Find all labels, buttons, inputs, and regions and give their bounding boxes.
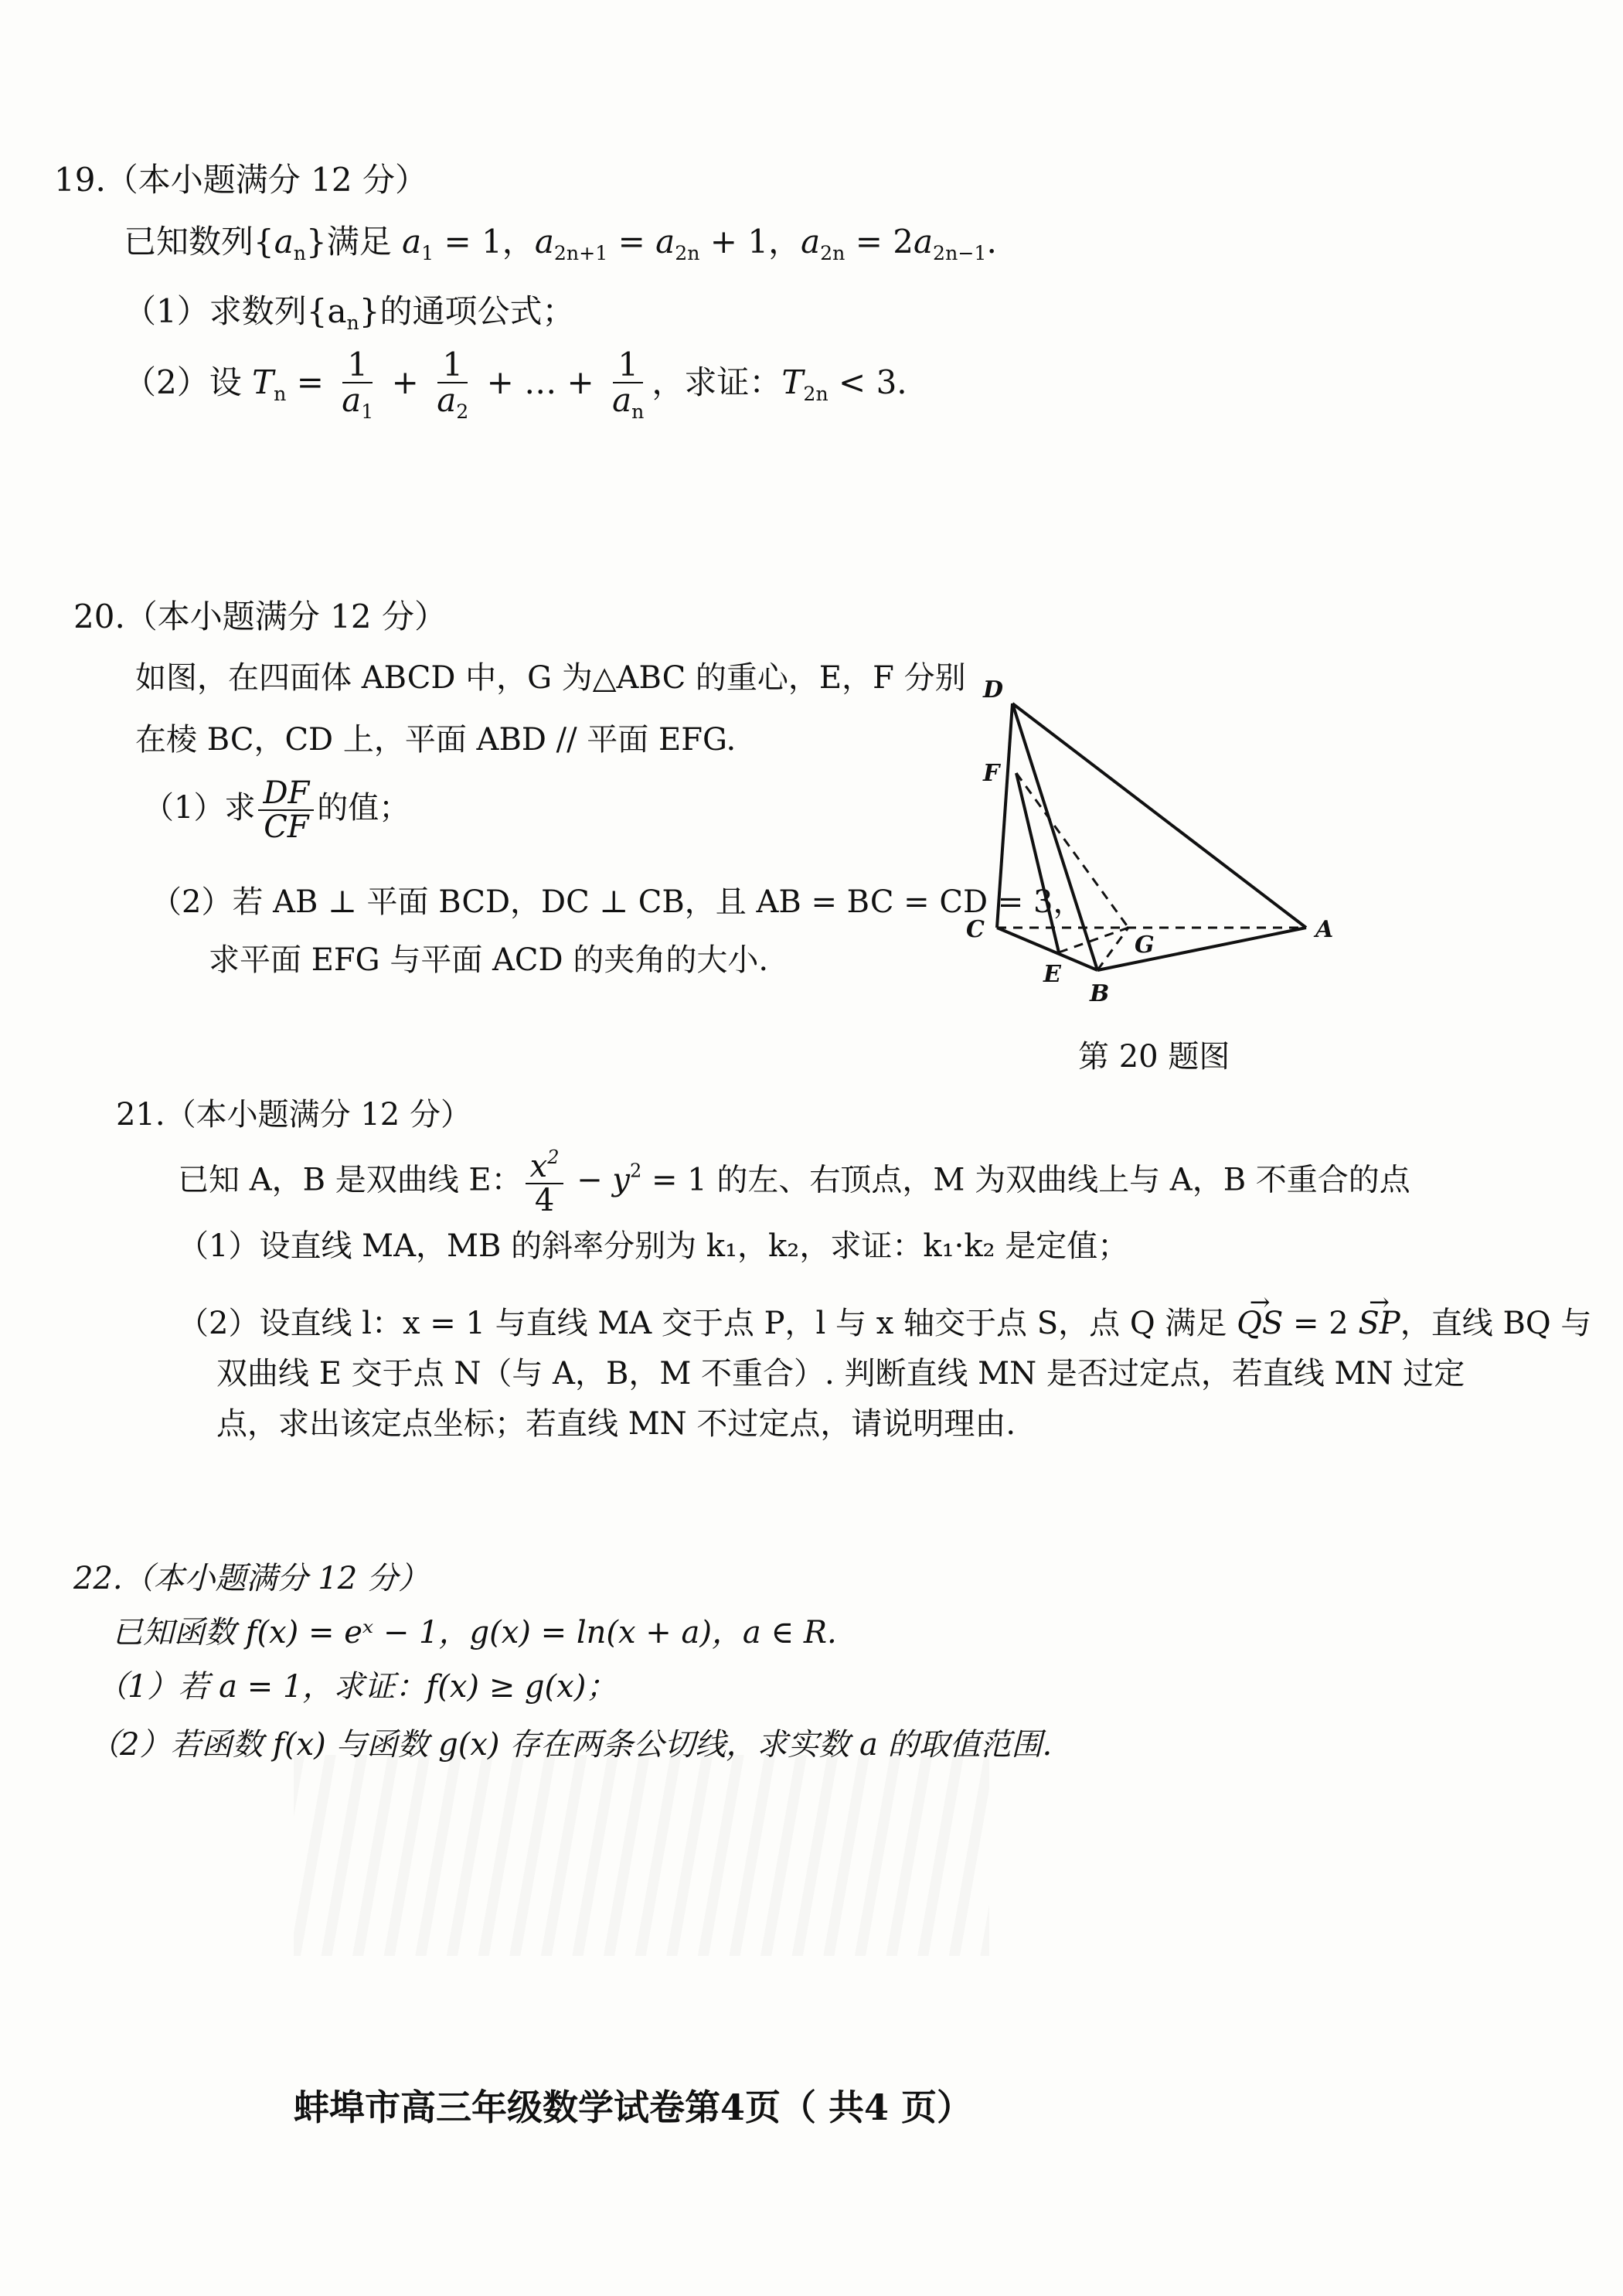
page-footer: 蚌埠市高三年级数学试卷第4页（ 共4 页） — [294, 2086, 973, 2128]
q19-header: 19.（本小题满分 12 分） — [54, 161, 427, 199]
label-D: D — [983, 676, 1004, 703]
q20-part2-line2: 求平面 EFG 与平面 ACD 的夹角的大小. — [209, 942, 769, 978]
q20-line2: 在棱 BC，CD 上，平面 ABD // 平面 EFG. — [135, 722, 737, 758]
q22-part2: （2）若函数 f(x) 与函数 g(x) 存在两条公切线，求实数 a 的取值范围. — [89, 1727, 1053, 1763]
edge-FE — [1016, 773, 1059, 952]
q21-header: 21.（本小题满分 12 分） — [116, 1097, 471, 1133]
edge-EG — [1059, 928, 1128, 952]
q19-stem: 已知数列$\{a_n\}$满足 $a_1 = 1$，$a_{2n+1} = a_{2n} + 1$，$a_{2n} = 2a_{2n-1}$. — [124, 223, 997, 264]
q22-line1: 已知函数 f(x) = eˣ − 1，g(x) = ln(x + a)，a ∈ R. — [112, 1615, 837, 1650]
label-G: G — [1135, 932, 1155, 959]
label-C: C — [966, 916, 985, 943]
q19-part1: （1）求数列$\{a_n\}$的通项公式； — [124, 292, 575, 334]
label-B: B — [1090, 980, 1110, 1007]
label-F: F — [983, 760, 1000, 787]
q20-line1: 如图，在四面体 ABCD 中，G 为△ABC 的重心，E，F 分别 — [135, 660, 966, 696]
edge-BA — [1097, 928, 1306, 970]
q19-part2: （2）设 $T_n$ = $\frac{1}{a_1}$ + $\frac{1}{a_2}$ + … + $\frac{1}{a_n}$ ，求证：$T_{2n} < 3$. — [124, 346, 907, 423]
tetrahedron-figure — [966, 665, 1368, 1036]
q21-part2-line2: 双曲线 E 交于点 N（与 A，B，M 不重合）. 判断直线 MN 是否过定点，若直线 MN 过定 — [216, 1356, 1465, 1392]
q21-part1: （1）设直线 MA，MB 的斜率分别为 k₁，k₂，求证：k₁·k₂ 是定值； — [178, 1228, 1129, 1264]
q20-part1: （1）求 $\frac{DF}{CF}$ 的值； — [143, 775, 410, 845]
label-A: A — [1315, 916, 1334, 943]
q21-part2-line3: 点，求出该定点坐标；若直线 MN 不过定点，请说明理由. — [216, 1406, 1016, 1442]
edge-DC — [997, 703, 1012, 928]
watermark — [294, 1755, 989, 1956]
q22-header: 22.（本小题满分 12 分） — [73, 1561, 429, 1596]
label-E: E — [1043, 961, 1061, 988]
q21-line1: 已知 A，B 是双曲线 E： $\frac{x^2}{4}$ − $y^2 = 1$ 的左、右顶点，M 为双曲线上与 A，B 不重合的点 — [178, 1146, 1410, 1218]
q20-figure-caption: 第 20 题图 — [1078, 1039, 1230, 1075]
q22-part1: （1）若 a = 1，求证：f(x) ≥ g(x)； — [97, 1669, 618, 1705]
q20-part2-line1: （2）若 AB ⊥ 平面 BCD，DC ⊥ CB，且 AB = BC = CD = 3， — [151, 884, 1084, 920]
q20-header: 20.（本小题满分 12 分） — [73, 598, 447, 635]
edge-DA — [1012, 703, 1306, 928]
q21-part2-line1: （2）设直线 l：x = 1 与直线 MA 交于点 P，l 与 x 轴交于点 S，点 Q 满足 → QS = 2 → SP，直线 BQ 与 — [178, 1299, 1591, 1343]
